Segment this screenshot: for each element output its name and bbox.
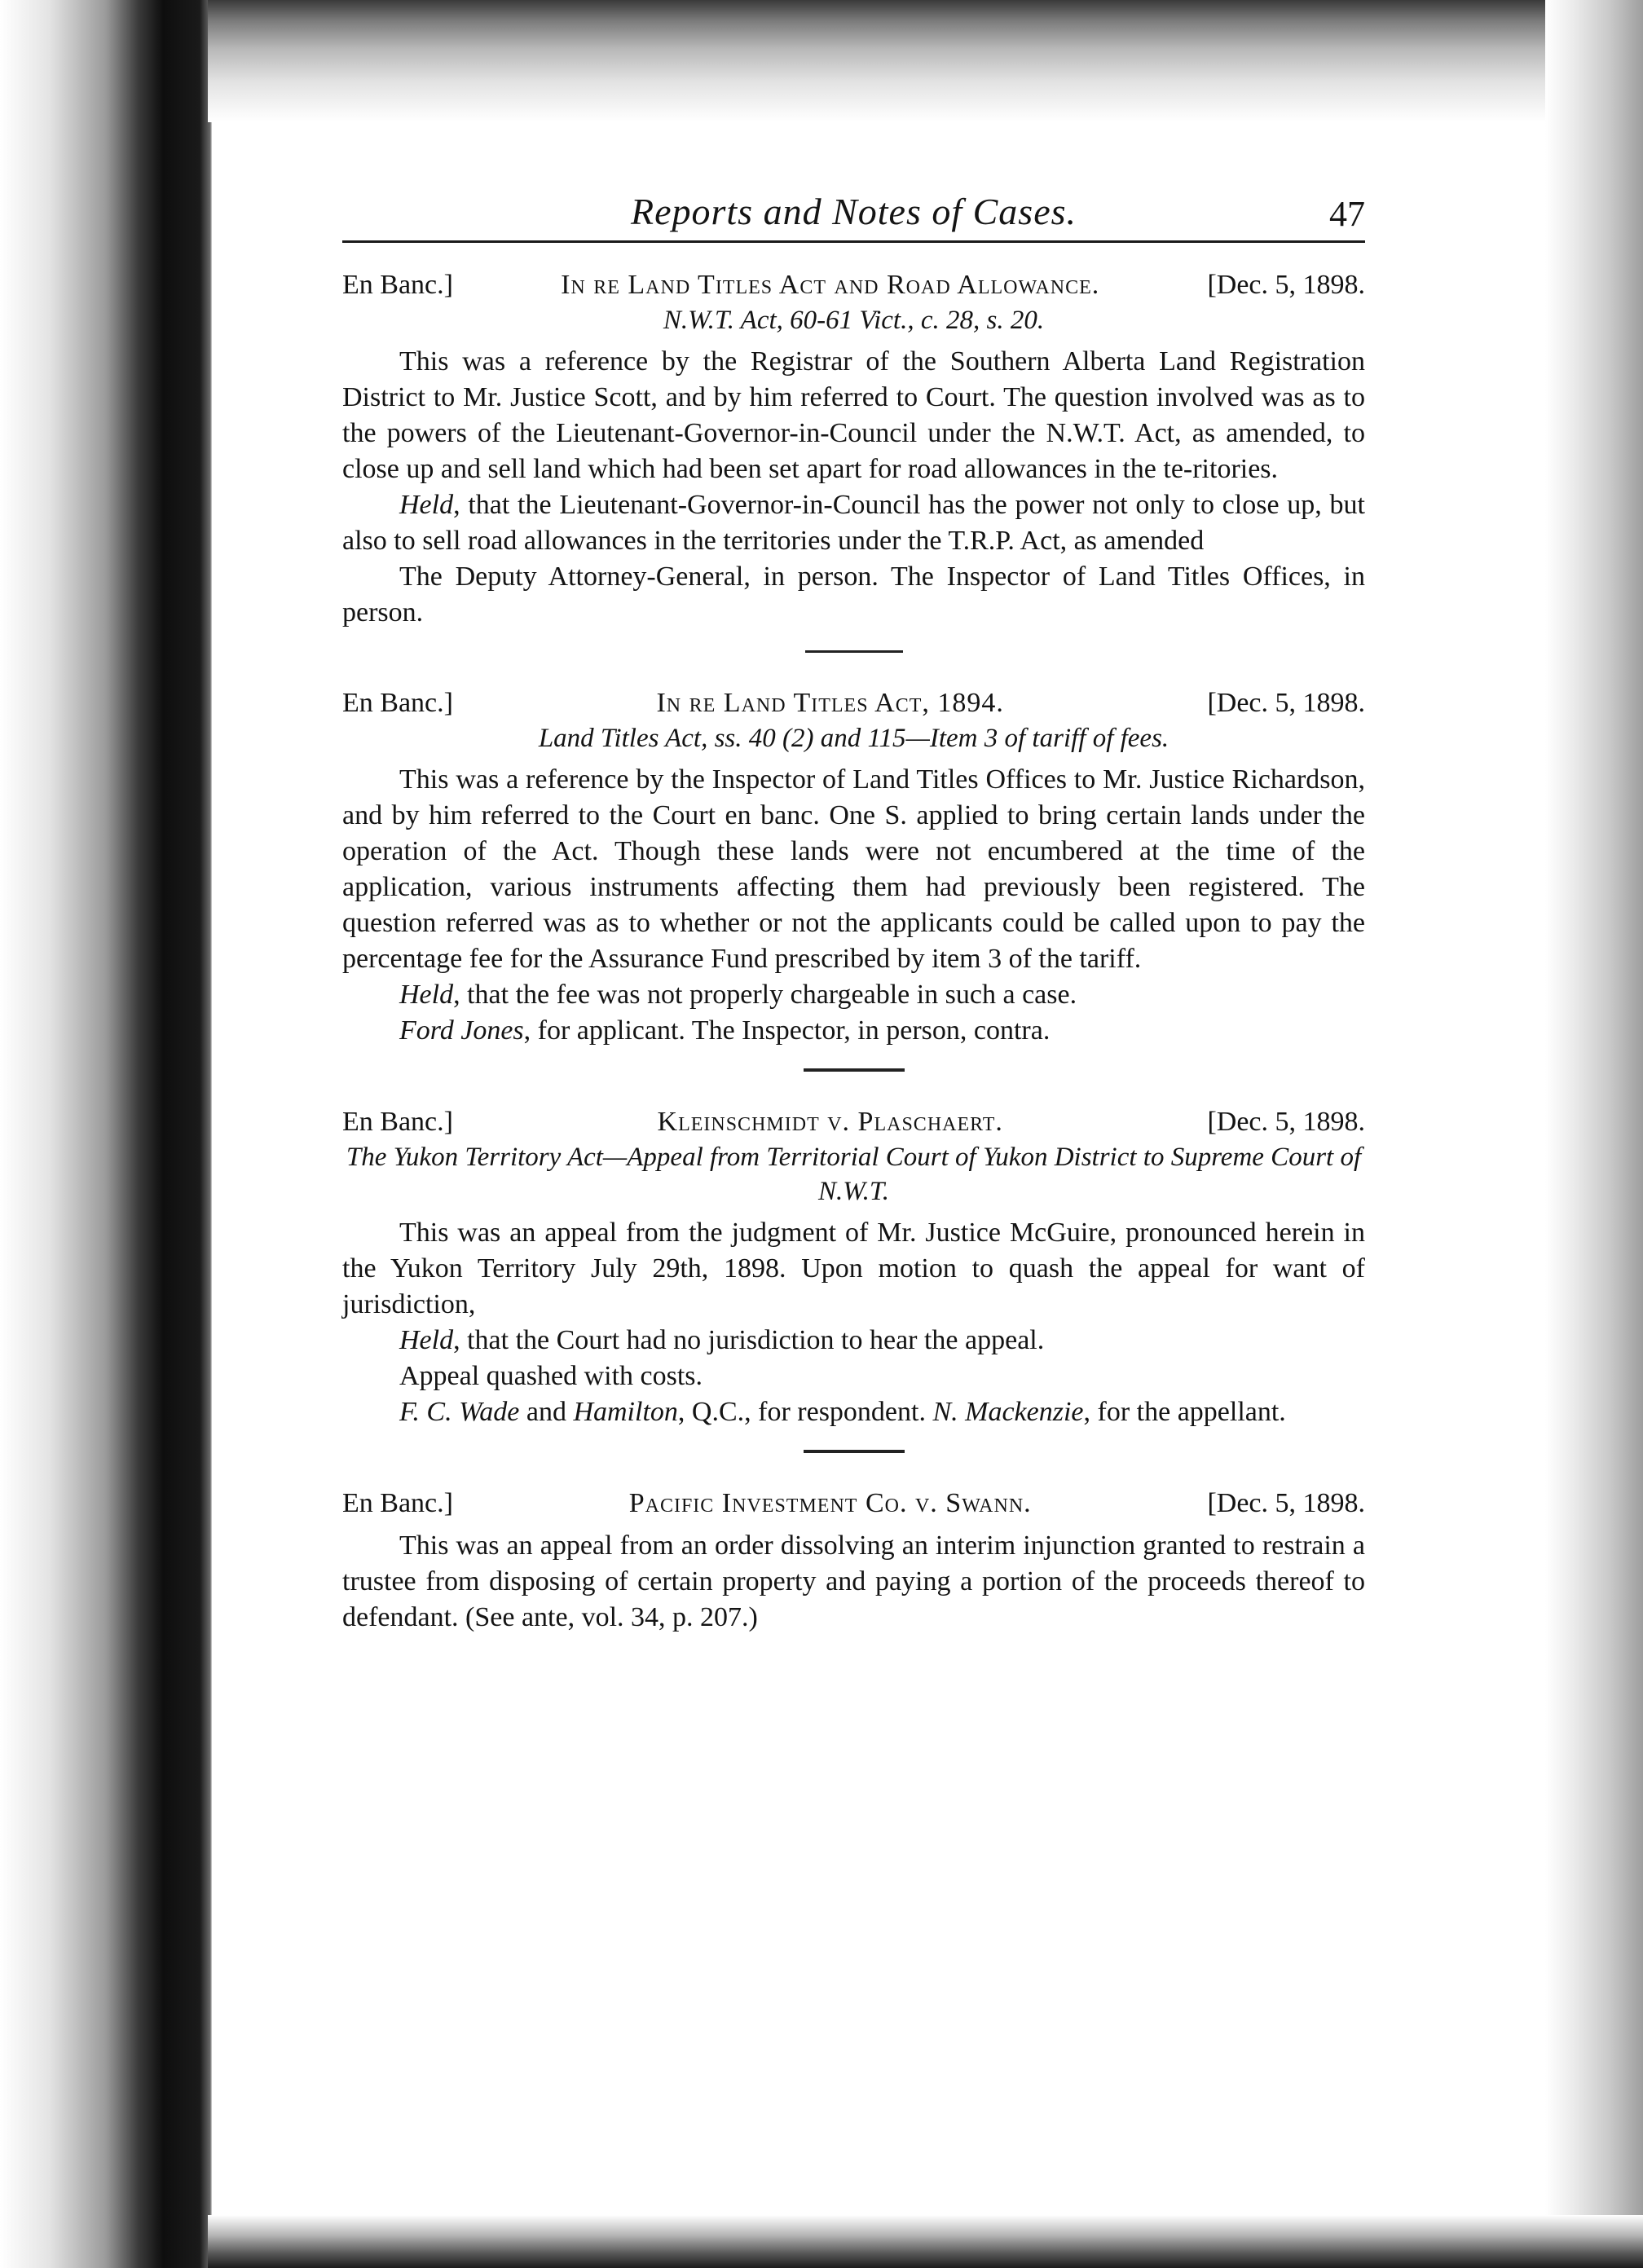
held-text: , that the Court had no jurisdiction to hear the appeal. — [453, 1325, 1045, 1355]
case-title: Kleinschmidt v. Plaschaert. — [657, 1107, 1003, 1137]
section-divider — [804, 1068, 905, 1072]
held-label: Held — [399, 980, 454, 1010]
case-heading — [342, 685, 1365, 721]
scan-shadow-right — [1545, 0, 1643, 2268]
held-text: , that the Lieutenant-Governor-in-Council has the power not only to close up, but also to sell road allowances in the territories under the T.R.P. Act, as amended — [342, 490, 1365, 556]
court-label: En Banc.] — [342, 1107, 453, 1137]
counsel-text: , for the appellant. — [1083, 1397, 1286, 1427]
court-label: En Banc.] — [342, 270, 453, 300]
holding — [342, 487, 1365, 559]
page-number: 47 — [1329, 194, 1365, 234]
case-date: [Dec. 5, 1898. — [1207, 270, 1365, 300]
court-label: En Banc.] — [342, 1488, 453, 1518]
held-text: , that the fee was not properly chargeable in such a case. — [453, 980, 1077, 1010]
counsel-name: F. C. Wade — [399, 1397, 520, 1427]
holding — [342, 1323, 1365, 1359]
case-heading — [342, 1104, 1365, 1140]
case-title: Pacific Investment Co. v. Swann. — [628, 1488, 1032, 1518]
held-label: Held — [399, 1325, 454, 1355]
section-divider — [804, 1450, 905, 1453]
court-label: En Banc.] — [342, 688, 453, 718]
section-divider — [805, 650, 903, 653]
case-subtitle: N.W.T. Act, 60-61 Vict., c. 28, s. 20. — [663, 306, 1045, 335]
case-land-titles-1894 — [342, 685, 1365, 1049]
case-date: [Dec. 5, 1898. — [1207, 1107, 1365, 1137]
case-date: [Dec. 5, 1898. — [1207, 688, 1365, 718]
case-pacific-investment-v-swann — [342, 1486, 1365, 1636]
scan-shadow-top — [208, 0, 1643, 122]
result: Appeal quashed with costs. — [399, 1361, 703, 1391]
case-summary: This was an appeal from an order dissolving an interim injunction granted to restrain a trustee from disposing of certain property and paying a portion of the proceeds thereof to defendant. (See ante, vol. 34, p. 207.) — [342, 1530, 1365, 1632]
counsel: The Deputy Attorney-General, in person. The Inspector of Land Titles Offices, in person. — [342, 561, 1365, 628]
case-kleinschmidt-v-plaschaert — [342, 1104, 1365, 1430]
counsel — [342, 1394, 1365, 1430]
counsel-name: Ford Jones — [399, 1015, 524, 1046]
running-head — [342, 183, 1365, 243]
case-summary: This was a reference by the Inspector of Land Titles Offices to Mr. Justice Richardson, and by him referred to the Court en banc. One S. applied to bring certain lands under the operation of the Act. Though these lands were not encumbered at the time of the application, various instruments affecting them had previously been registered. The question referred was as to whether or not the applicants could be called upon to pay the percentage fee for the Assurance Fund prescribed by item 3 of the tariff. — [342, 764, 1365, 974]
case-heading — [342, 267, 1365, 303]
case-summary: This was an appeal from the judgment of Mr. Justice McGuire, pronounced herein in the Yukon Territory July 29th, 1898. Upon motion to quash the appeal for want of jurisdiction, — [342, 1218, 1365, 1319]
document-page — [342, 183, 1365, 1636]
counsel-name: Hamilton — [573, 1397, 678, 1427]
case-subtitle: The Yukon Territory Act—Appeal from Territorial Court of Yukon District to Supreme Court of N.W.T. — [346, 1143, 1362, 1206]
running-title: Reports and Notes of Cases. — [630, 191, 1077, 232]
case-summary: This was a reference by the Registrar of the Southern Alberta Land Registration District to Mr. Justice Scott, and by him referred to Court. The question involved was as to the powers of the Lieutenant-Governor-in-Council under the N.W.T. Act, as amended, to close up and sell land which had been set apart for road allowances in the te-ritories. — [342, 346, 1365, 484]
counsel-text: , Q.C., for respondent. — [677, 1397, 933, 1427]
holding — [342, 977, 1365, 1013]
scan-shadow-left — [0, 0, 212, 2268]
case-heading — [342, 1486, 1365, 1522]
case-title: In re Land Titles Act, 1894. — [656, 688, 1004, 718]
case-title: In re Land Titles Act and Road Allowance. — [561, 270, 1100, 300]
counsel-connector: and — [519, 1397, 574, 1427]
counsel-name: N. Mackenzie — [932, 1397, 1084, 1427]
counsel-text: , for applicant. The Inspector, in person, contra. — [523, 1015, 1051, 1046]
scan-shadow-bottom — [208, 2215, 1643, 2268]
case-land-titles-road-allowance — [342, 267, 1365, 631]
case-date: [Dec. 5, 1898. — [1207, 1488, 1365, 1518]
case-subtitle: Land Titles Act, ss. 40 (2) and 115—Item 3 of tariff of fees. — [538, 724, 1169, 753]
held-label: Held — [399, 490, 454, 520]
counsel — [342, 1013, 1365, 1049]
